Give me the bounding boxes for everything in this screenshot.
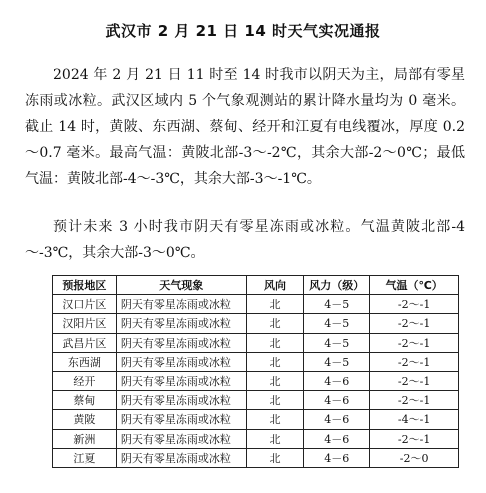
cell-region: 经开 — [53, 371, 117, 390]
header-region: 预报地区 — [53, 276, 117, 295]
cell-weather: 阴天有零星冻雨或冰粒 — [116, 352, 246, 371]
table-row — [53, 333, 459, 352]
cell-temperature: -2～-1 — [370, 371, 459, 390]
cell-wind-direction: 北 — [246, 295, 304, 314]
cell-weather: 阴天有零星冻雨或冰粒 — [116, 391, 246, 410]
cell-temperature: -2～0 — [370, 448, 459, 467]
cell-weather: 阴天有零星冻雨或冰粒 — [116, 295, 246, 314]
cell-weather: 阴天有零星冻雨或冰粒 — [116, 448, 246, 467]
cell-wind-force: 4－6 — [304, 371, 370, 390]
table-header-row — [53, 276, 459, 295]
cell-weather: 阴天有零星冻雨或冰粒 — [116, 371, 246, 390]
cell-weather: 阴天有零星冻雨或冰粒 — [116, 410, 246, 429]
cell-wind-force: 4－5 — [304, 352, 370, 371]
cell-weather: 阴天有零星冻雨或冰粒 — [116, 333, 246, 352]
header-wind-force: 风力（级） — [304, 276, 370, 295]
document-title: 武汉市 2 月 21 日 14 时天气实况通报 — [105, 22, 381, 40]
cell-wind-direction: 北 — [246, 391, 304, 410]
observation-paragraph: 2024 年 2 月 21 日 11 时至 14 时我市以阴天为主，局部有零星冻雨或冰粒。武汉区域内 5 个气象观测站的累计降水量均为 0 毫米。截止 14 时，黄陂、东西湖、蔡甸、经开和江夏有电线覆冰，厚度 0.2～0.7 毫米。最高气温：黄陂北部-3～-2℃，其余大部-2～0℃；最低气温：黄陂北部-4～-3℃，其余大部-3～-1℃。 — [25, 67, 465, 187]
cell-wind-force: 4－5 — [304, 333, 370, 352]
cell-temperature: -2～-1 — [370, 314, 459, 333]
cell-wind-force: 4－6 — [304, 391, 370, 410]
cell-region: 东西湖 — [53, 352, 117, 371]
cell-wind-force: 4－5 — [304, 314, 370, 333]
table-row — [53, 410, 459, 429]
cell-region: 蔡甸 — [53, 391, 117, 410]
cell-weather: 阴天有零星冻雨或冰粒 — [116, 314, 246, 333]
table-row — [53, 391, 459, 410]
header-temperature: 气温（℃） — [370, 276, 459, 295]
table-row — [53, 295, 459, 314]
cell-wind-direction: 北 — [246, 429, 304, 448]
cell-region: 黄陂 — [53, 410, 117, 429]
cell-wind-force: 4－6 — [304, 448, 370, 467]
cell-wind-force: 4－6 — [304, 410, 370, 429]
cell-region: 武昌片区 — [53, 333, 117, 352]
cell-temperature: -2～-1 — [370, 295, 459, 314]
cell-wind-force: 4－6 — [304, 429, 370, 448]
cell-temperature: -2～-1 — [370, 333, 459, 352]
table-row — [53, 352, 459, 371]
cell-region: 新洲 — [53, 429, 117, 448]
cell-temperature: -2～-1 — [370, 352, 459, 371]
cell-wind-direction: 北 — [246, 410, 304, 429]
forecast-paragraph: 预计未来 3 小时我市阴天有零星冻雨或冰粒。气温黄陂北部-4～-3℃，其余大部-3～0℃。 — [25, 219, 465, 261]
cell-temperature: -2～-1 — [370, 429, 459, 448]
cell-weather: 阴天有零星冻雨或冰粒 — [116, 429, 246, 448]
cell-wind-direction: 北 — [246, 371, 304, 390]
forecast-table — [52, 275, 459, 468]
cell-wind-force: 4－5 — [304, 295, 370, 314]
cell-temperature: -2～-1 — [370, 391, 459, 410]
header-weather: 天气现象 — [116, 276, 246, 295]
table-row — [53, 314, 459, 333]
header-wind-direction: 风向 — [246, 276, 304, 295]
cell-wind-direction: 北 — [246, 333, 304, 352]
cell-wind-direction: 北 — [246, 352, 304, 371]
cell-temperature: -4～-1 — [370, 410, 459, 429]
cell-region: 汉阳片区 — [53, 314, 117, 333]
cell-region: 汉口片区 — [53, 295, 117, 314]
table-row — [53, 448, 459, 467]
cell-wind-direction: 北 — [246, 314, 304, 333]
table-row — [53, 429, 459, 448]
cell-wind-direction: 北 — [246, 448, 304, 467]
cell-region: 江夏 — [53, 448, 117, 467]
table-row — [53, 371, 459, 390]
table-body — [53, 295, 459, 468]
